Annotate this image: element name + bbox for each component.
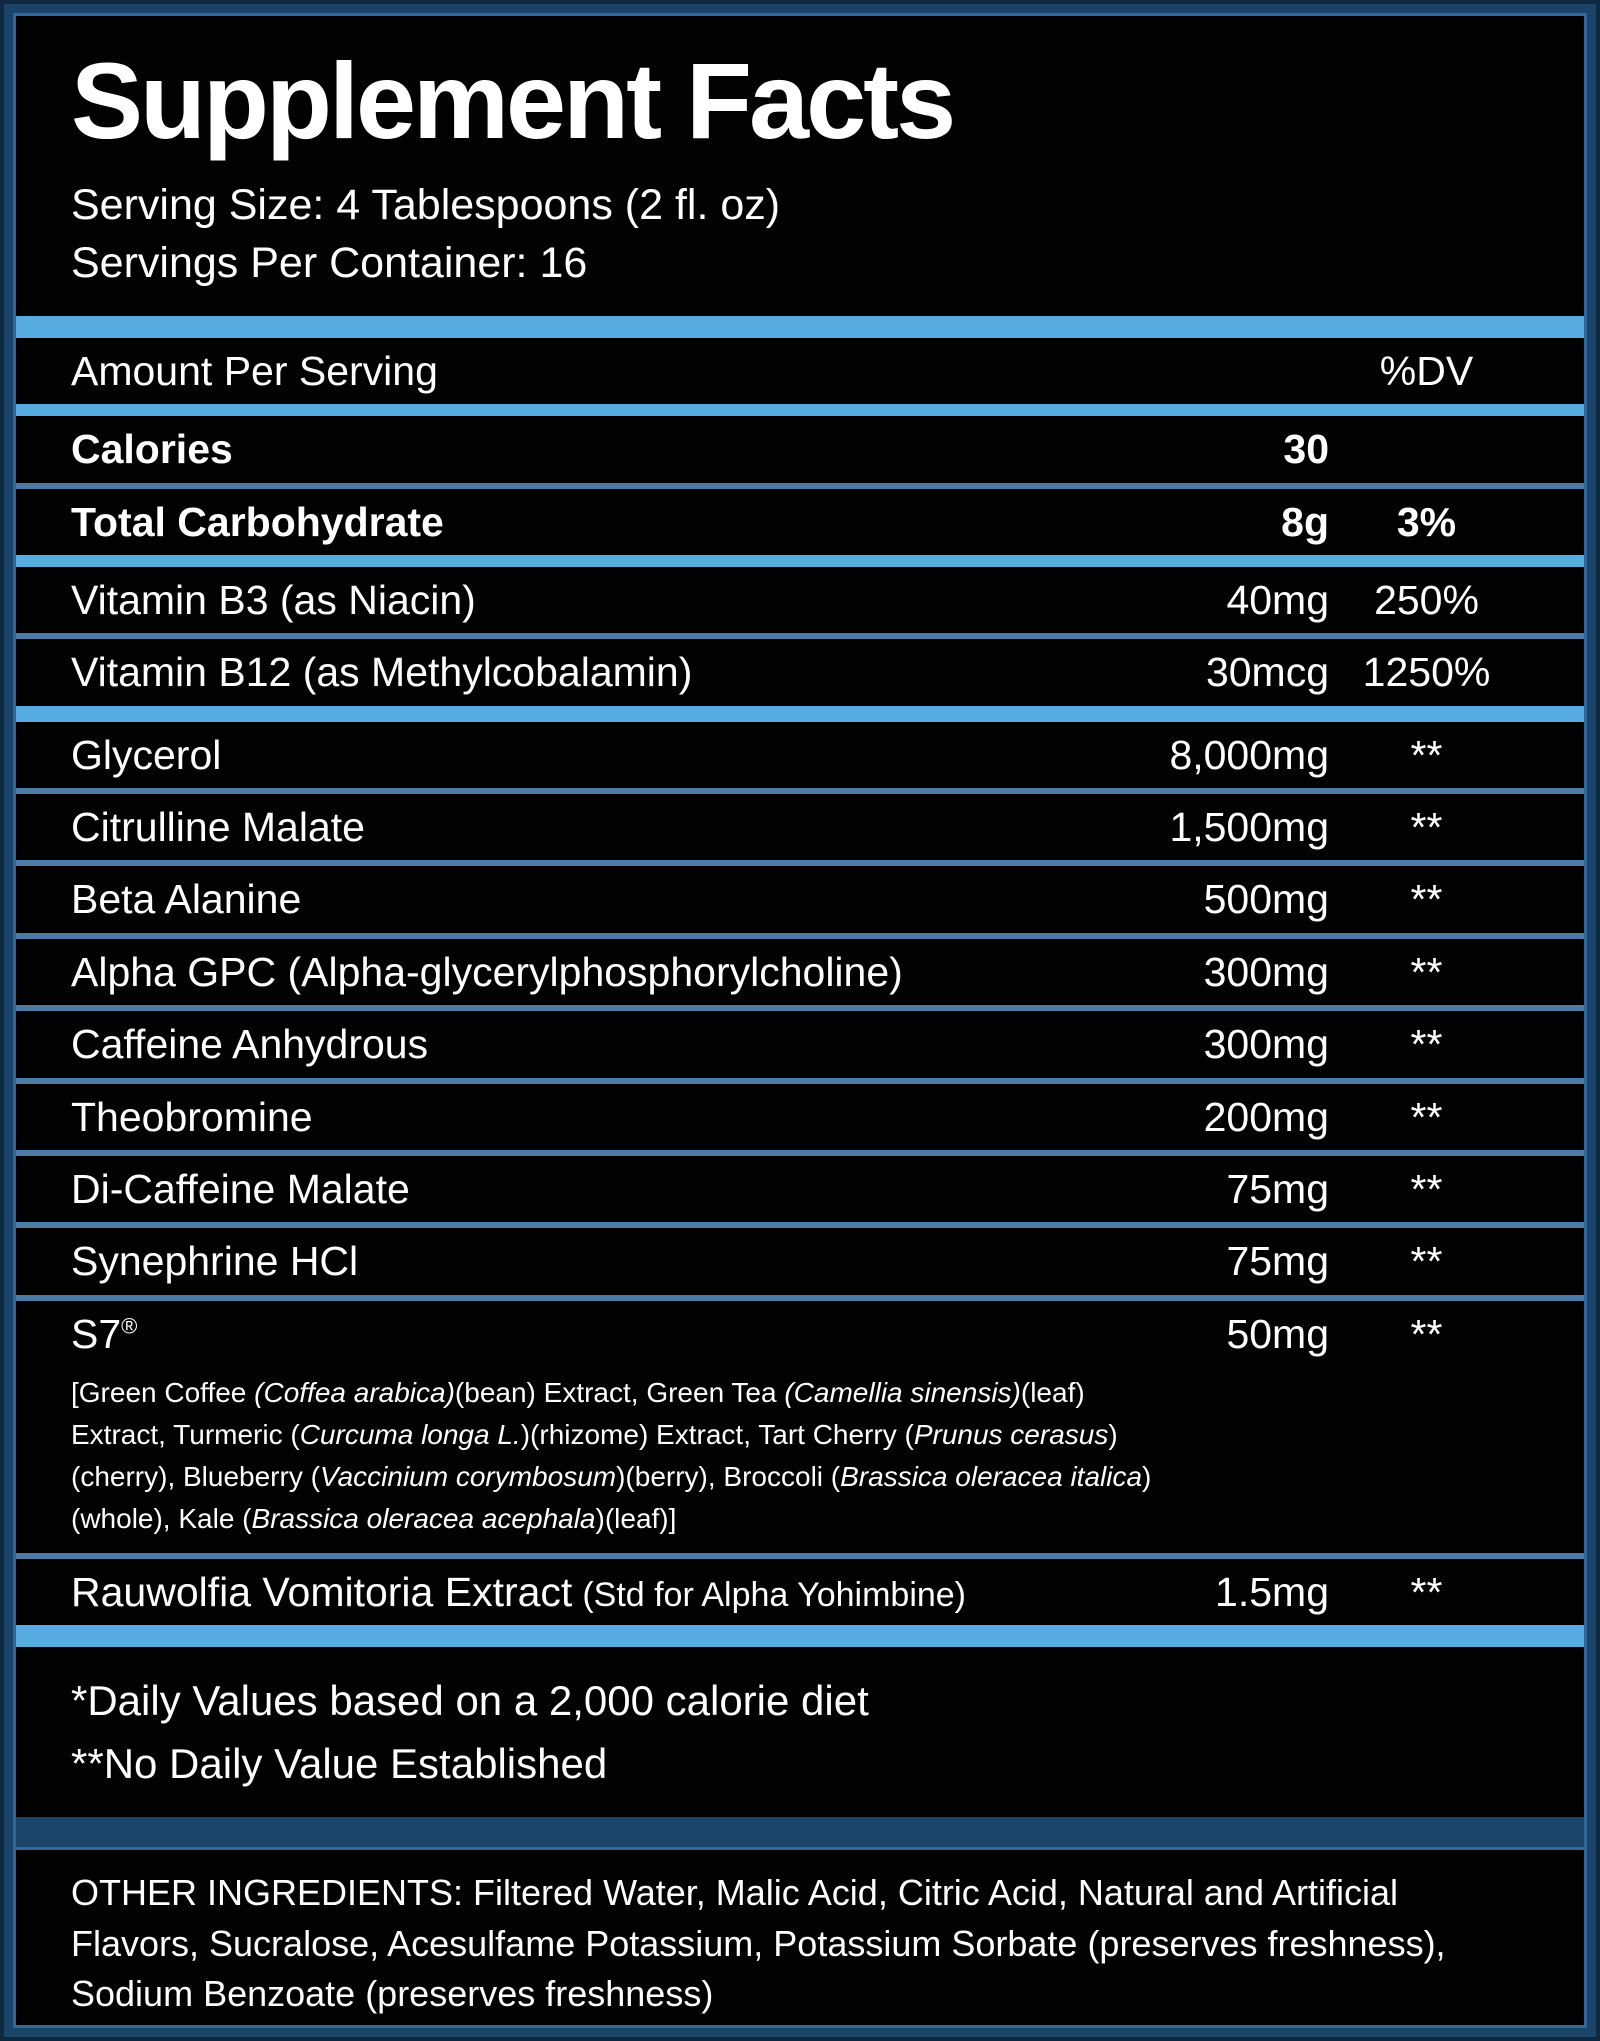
table-row (16, 567, 1584, 633)
table-row (16, 1559, 1584, 1625)
nutrient-name: Theobromine (71, 1093, 313, 1140)
nutrient-name-trademark: ® (121, 1312, 138, 1338)
table-row (16, 1301, 1584, 1553)
blend-description: [Green Coffee (Coffea arabica)(bean) Extract, Green Tea (Camellia sinensis)(leaf) Extract, Turmeric (Curcuma longa L.)(rhizome) Extract, Tart Cherry (Prunus cerasus)(cherry), Blueberry (Vaccinium corymbosum)(berry), Broccoli (Brassica oleracea italica)(whole), Kale (Brassica oleracea acephala)(leaf)] (71, 1377, 1152, 1535)
nutrient-amount: 300mg (1203, 1021, 1329, 1068)
nutrient-amount: 1.5mg (1215, 1569, 1329, 1616)
nutrient-amount: 75mg (1226, 1165, 1329, 1212)
label-inner-border (13, 13, 1587, 2028)
dv-header: %DV (1379, 347, 1474, 394)
nutrient-name: Di-Caffeine Malate (71, 1165, 410, 1212)
nutrient-dv: ** (1410, 1569, 1443, 1616)
table-row (16, 1011, 1584, 1077)
nutrient-amount: 200mg (1203, 1093, 1329, 1140)
row-separator (16, 706, 1584, 722)
nutrient-name: S7 (71, 1310, 122, 1357)
nutrient-dv: ** (1410, 1093, 1443, 1140)
nutrient-name: Citrulline Malate (71, 804, 365, 851)
nutrient-amount: 30 (1283, 426, 1329, 473)
footnote-no-daily-value: **No Daily Value Established (71, 1740, 608, 1788)
nutrient-dv: 250% (1374, 576, 1479, 623)
table-row (16, 489, 1584, 555)
row-separator (16, 404, 1584, 416)
nutrient-amount: 500mg (1203, 876, 1329, 923)
nutrient-amount: 8g (1281, 498, 1329, 545)
header-panel (16, 16, 1584, 316)
nutrient-dv: ** (1410, 1238, 1443, 1285)
nutrient-dv: ** (1410, 1310, 1443, 1357)
nutrient-dv: ** (1410, 731, 1443, 778)
nutrient-name-suffix: (Std for Alpha Yohimbine) (582, 1576, 967, 1615)
nutrient-amount: 8,000mg (1169, 731, 1329, 778)
servings-per-container: Servings Per Container: 16 (71, 238, 588, 287)
footnote-daily-values: *Daily Values based on a 2,000 calorie diet (71, 1677, 869, 1725)
table-row (16, 794, 1584, 860)
nutrient-dv: ** (1410, 804, 1443, 851)
nutrient-name: Rauwolfia Vomitoria Extract (71, 1569, 573, 1616)
section-bar-top (16, 316, 1584, 338)
nutrient-name: Alpha GPC (Alpha-glycerylphosphorylcholine) (71, 948, 903, 995)
other-ingredients-text: OTHER INGREDIENTS: Filtered Water, Malic Acid, Citric Acid, Natural and Artificial Flavors, Sucralose, Acesulfame Potassium, Potassium Sorbate (preserves freshness), Sodium Benzoate (preserves freshness) (71, 1872, 1446, 2015)
section-bar-bottom (16, 1625, 1584, 1647)
nutrient-name: Total Carbohydrate (71, 498, 444, 545)
nutrient-name: Vitamin B3 (as Niacin) (71, 576, 476, 623)
nutrient-dv: ** (1410, 876, 1443, 923)
nutrient-amount: 30mcg (1205, 649, 1329, 696)
nutrient-dv: ** (1410, 948, 1443, 995)
other-ingredients-panel (16, 1850, 1584, 2028)
table-row (16, 1156, 1584, 1222)
table-row (16, 866, 1584, 932)
nutrient-rows (16, 338, 1584, 1626)
nutrient-amount: 50mg (1226, 1310, 1329, 1357)
amount-per-serving-header: Amount Per Serving (71, 347, 438, 394)
nutrient-name: Synephrine HCl (71, 1238, 359, 1285)
nutrient-amount: 300mg (1203, 948, 1329, 995)
serving-size: Serving Size: 4 Tablespoons (2 fl. oz) (71, 181, 781, 230)
nutrient-name: Glycerol (71, 731, 222, 778)
table-row (16, 1084, 1584, 1150)
table-row (16, 639, 1584, 705)
table-row (16, 416, 1584, 482)
nutrient-dv: 3% (1396, 498, 1457, 545)
nutrient-dv: ** (1410, 1021, 1443, 1068)
panel-gap (16, 1817, 1584, 1850)
nutrient-name: Vitamin B12 (as Methylcobalamin) (71, 649, 693, 696)
nutrient-amount: 75mg (1226, 1238, 1329, 1285)
nutrient-name: Calories (71, 426, 233, 473)
table-row (16, 1228, 1584, 1294)
nutrient-amount: 40mg (1226, 576, 1329, 623)
nutrient-name: Caffeine Anhydrous (71, 1021, 429, 1068)
nutrient-dv: 1250% (1362, 649, 1491, 696)
nutrient-name: Beta Alanine (71, 876, 302, 923)
table-header-row (16, 338, 1584, 404)
row-separator (16, 555, 1584, 567)
nutrient-dv: ** (1410, 1165, 1443, 1212)
table-row (16, 722, 1584, 788)
label-title: Supplement Facts (71, 40, 954, 161)
footnotes-panel (16, 1647, 1584, 1817)
nutrient-amount: 1,500mg (1169, 804, 1329, 851)
table-row (16, 939, 1584, 1005)
